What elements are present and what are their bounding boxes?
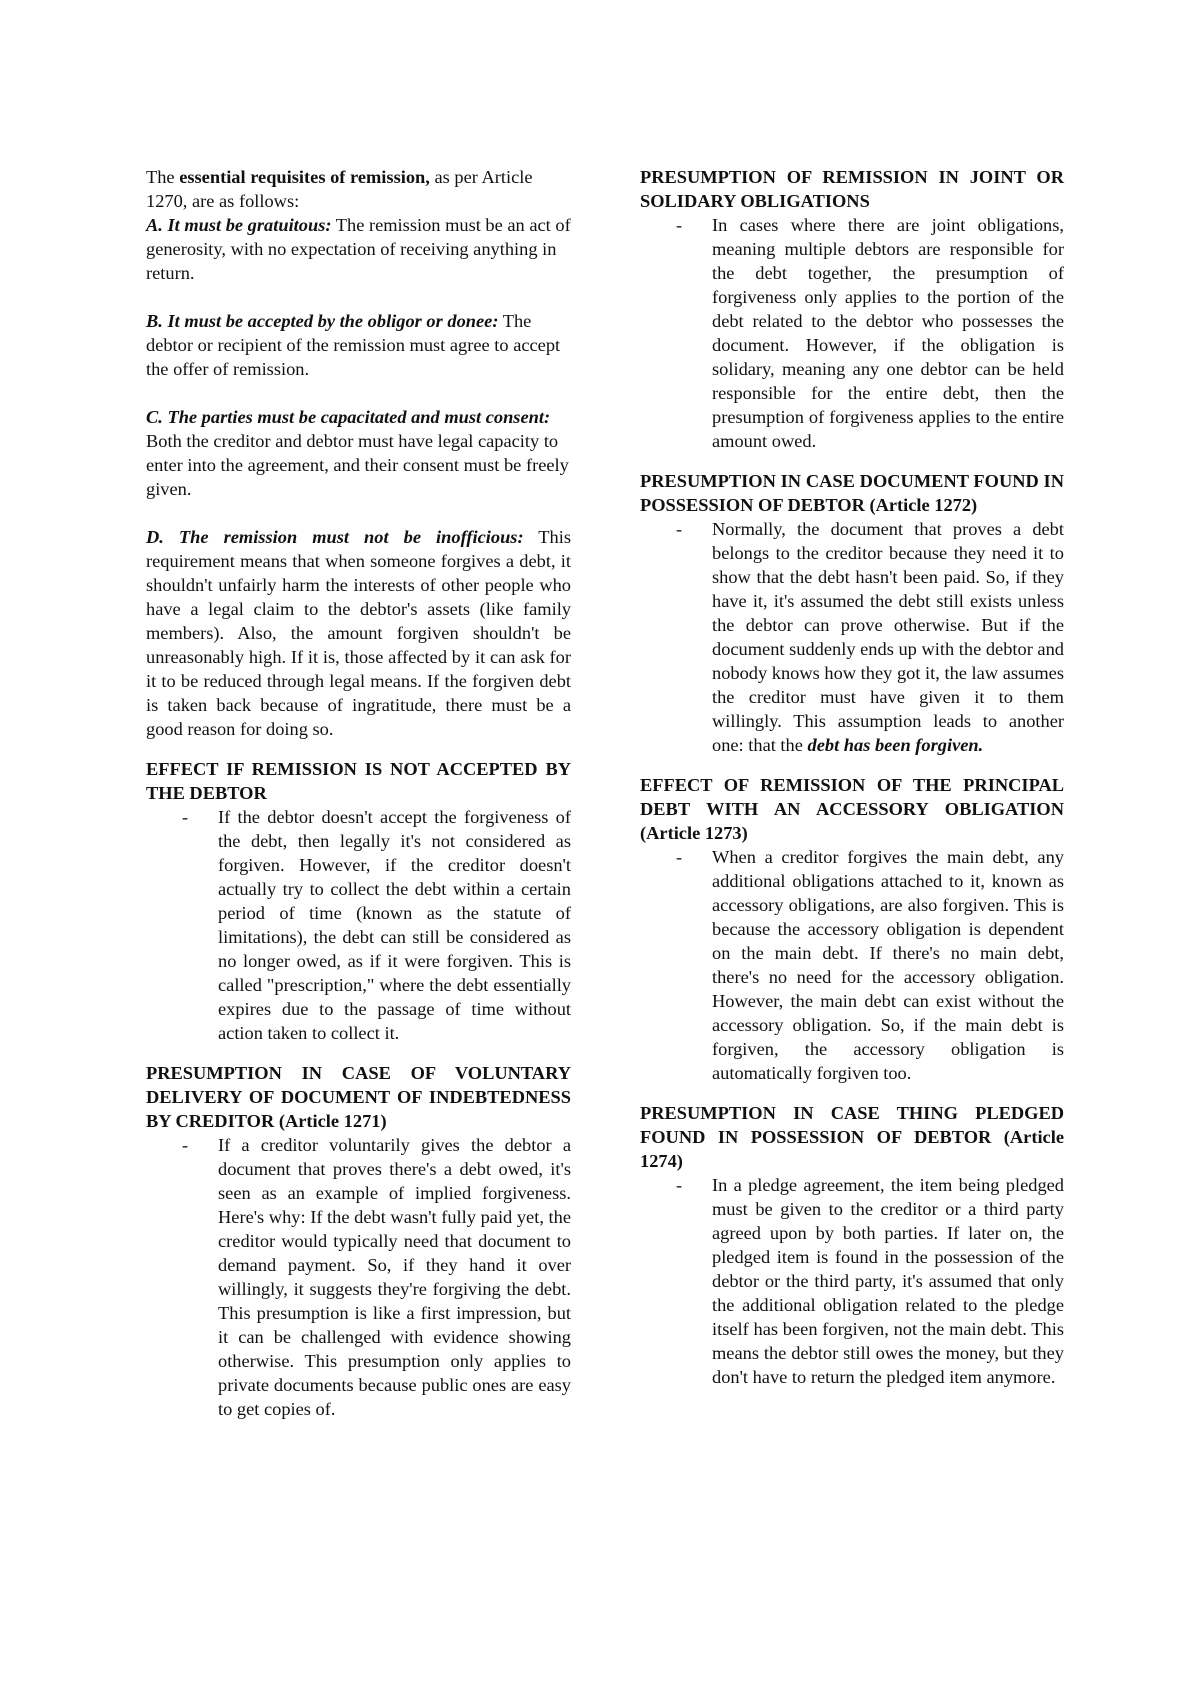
requisite-b [146, 309, 571, 381]
bullet-voluntary-delivery [182, 1133, 571, 1421]
bullet-text [712, 517, 1064, 757]
right-column [640, 165, 1064, 1389]
bullet-dash: - [182, 1135, 189, 1155]
heading-document-possession: PRESUMPTION IN CASE DOCUMENT FOUND IN POSSESSION OF DEBTOR (Article 1272) [640, 471, 1064, 515]
bullet-document-possession [676, 517, 1064, 757]
heading-thing-pledged: PRESUMPTION IN CASE THING PLEDGED FOUND IN POSSESSION OF DEBTOR (Article 1274) [640, 1103, 1064, 1171]
requisite-d-label: D. The remission must not be inofficious: [146, 527, 524, 547]
requisite-b-label: B. It must be accepted by the obligor or donee: [146, 311, 499, 331]
bullet-not-accepted [182, 805, 571, 1045]
intro-bold: essential requisites of remission, [179, 167, 430, 187]
bullet-dash: - [182, 807, 189, 827]
bullet-dash: - [676, 519, 683, 539]
requisite-c-text: Both the creditor and debtor must have legal capacity to enter into the agreement, and their consent must be freely given. [146, 431, 569, 499]
bullet-thing-pledged [676, 1173, 1064, 1389]
requisite-d [146, 525, 571, 741]
intro-paragraph [146, 165, 571, 213]
bullet-text: If the debtor doesn't accept the forgiveness of the debt, then legally it's not considered as forgiven. However, if the creditor doesn't actually try to collect the debt within a certain period of time (known as the statute of limitations), the debt can still be considered as no longer owed, as if it were forgiven. This is called "prescription," where the debt essentially expires due to the passage of time without action taken to collect it. [218, 807, 571, 1043]
requisite-b-text: The debtor or recipient of the remission must agree to accept the offer of remission. [146, 311, 561, 379]
bullet-text: If a creditor voluntarily gives the debtor a document that proves there's a debt owed, it's seen as an example of implied forgiveness. Here's why: If the debt wasn't fully paid yet, the creditor would typically need that document to demand payment. So, if they hand it over willingly, it suggests they're forgiving the debt. This presumption is like a first impression, but it can be challenged with evidence showing otherwise. This presumption only applies to private documents because public ones are easy to get copies of. [218, 1135, 571, 1419]
left-column [146, 165, 571, 1421]
requisite-c [146, 405, 571, 501]
bullet-text-main: Normally, the document that proves a debt belongs to the creditor because they need it to show that the debt hasn't been paid. So, if they have it, it's assumed the debt still exists unless the debtor can prove otherwise. But if the document suddenly ends up with the debtor and nobody knows how they got it, the law assumes the creditor must have given it to them willingly. This assumption leads to another one: that the [712, 519, 1064, 755]
heading-principal-debt: EFFECT OF REMISSION OF THE PRINCIPAL DEBT WITH AN ACCESSORY OBLIGATION (Article 1273) [640, 775, 1064, 843]
requisite-c-label: C. The parties must be capacitated and must consent: [146, 407, 551, 427]
heading-not-accepted: EFFECT IF REMISSION IS NOT ACCEPTED BY THE DEBTOR [146, 759, 571, 803]
bullet-dash: - [676, 847, 683, 867]
heading-voluntary-delivery: PRESUMPTION IN CASE OF VOLUNTARY DELIVERY OF DOCUMENT OF INDEBTEDNESS BY CREDITOR (Article 1271) [146, 1063, 571, 1131]
intro-post: as per Article 1270, are as follows: [146, 167, 533, 211]
bullet-dash: - [676, 215, 683, 235]
bullet-principal-debt [676, 845, 1064, 1085]
bullet-text: In a pledge agreement, the item being pledged must be given to the creditor or a third party agreed upon by both parties. If later on, the pledged item is found in the possession of the debtor or the third party, it's assumed that only the additional obligation related to the pledge itself has been forgiven, not the main debt. This means the debtor still owes the money, but they don't have to return the pledged item anymore. [712, 1175, 1064, 1387]
intro-pre: The [146, 167, 180, 187]
requisite-a-label: A. It must be gratuitous: [146, 215, 332, 235]
bullet-joint-solidary [676, 213, 1064, 453]
requisite-a [146, 213, 571, 285]
requisite-a-text: The remission must be an act of generosity, with no expectation of receiving anything in return. [146, 215, 571, 283]
requisite-d-text: This requirement means that when someone forgives a debt, it shouldn't unfairly harm the interests of other people who have a legal claim to the debtor's assets (like family members). Also, the amount forgiven shouldn't be unreasonably high. If it is, those affected by it can ask for it to be reduced through legal means. If the forgiven debt is taken back because of ingratitude, there must be a good reason for doing so. [146, 527, 571, 739]
heading-joint-solidary: PRESUMPTION OF REMISSION IN JOINT OR SOLIDARY OBLIGATIONS [640, 167, 1064, 211]
bullet-text: In cases where there are joint obligations, meaning multiple debtors are responsible for the debt together, the presumption of forgiveness only applies to the portion of the debt related to the debtor who possesses the document. However, if the obligation is solidary, meaning any one debtor can be held responsible for the entire debt, then the presumption of forgiveness applies to the entire amount owed. [712, 215, 1064, 451]
bullet-dash: - [676, 1175, 683, 1195]
bullet-text-emphasis: debt has been forgiven. [807, 735, 984, 755]
bullet-text: When a creditor forgives the main debt, any additional obligations attached to it, known as accessory obligations, are also forgiven. This is because the accessory obligation is dependent on the main debt. If there's no main debt, there's no need for the accessory obligation. However, the main debt can exist without the accessory obligation. So, if the main debt is forgiven, the accessory obligation is automatically forgiven too. [712, 847, 1064, 1083]
